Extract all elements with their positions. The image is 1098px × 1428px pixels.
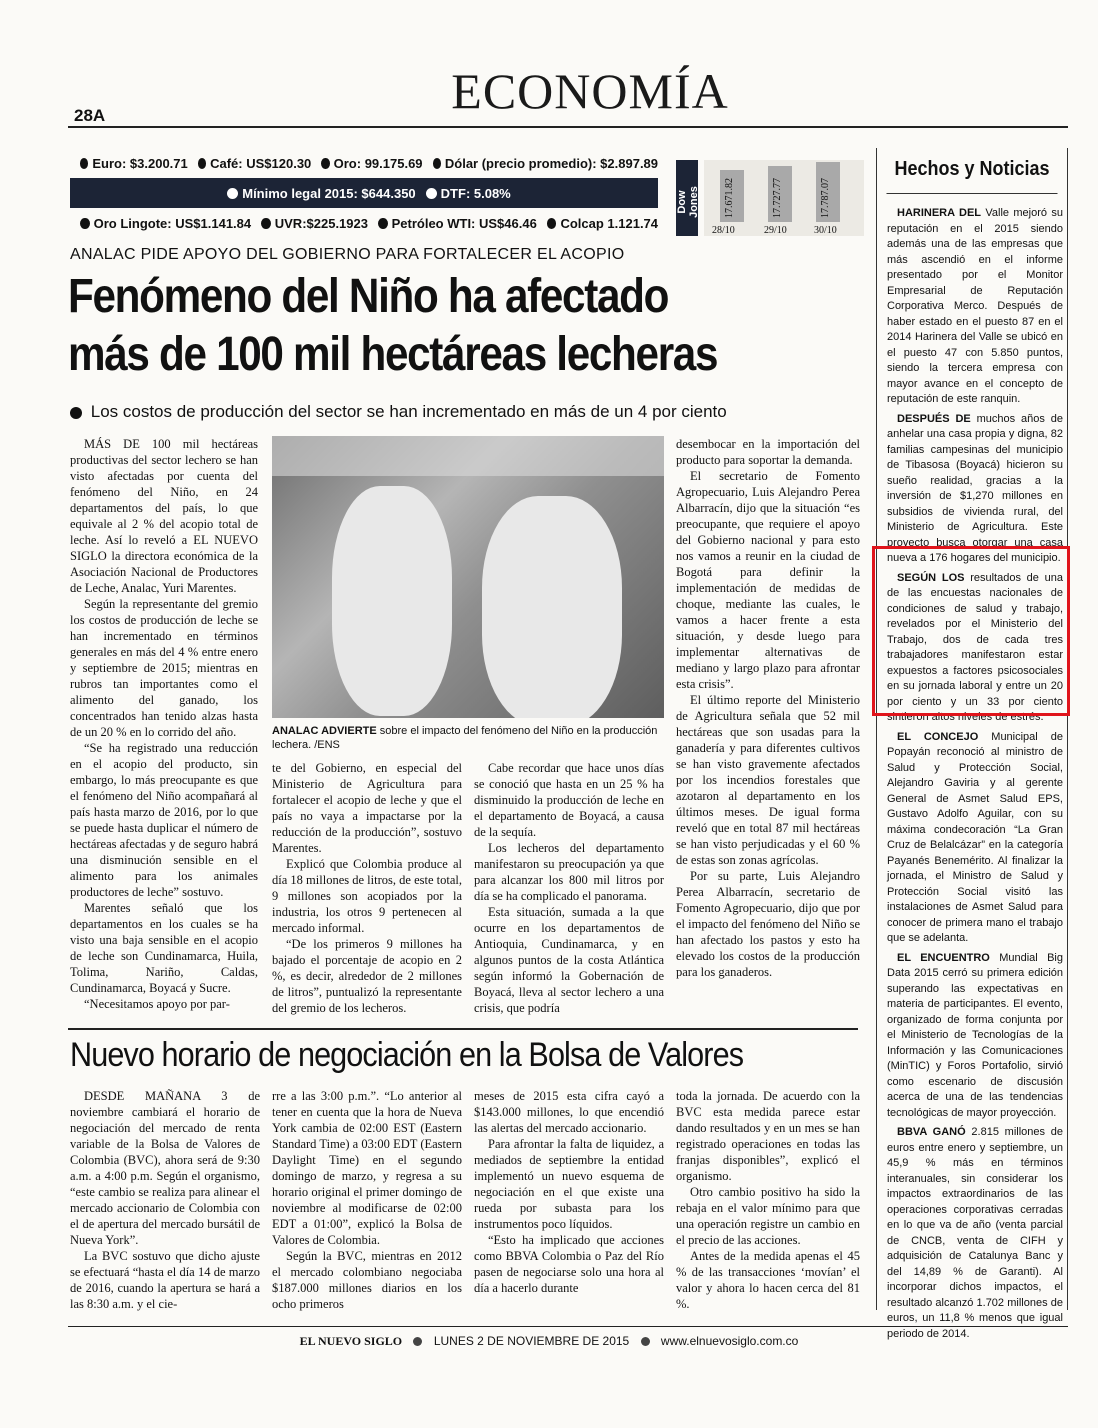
article2-column-2 [272,1088,462,1320]
bullet-icon [80,218,90,229]
sidebar-item-lead: BBVA GANÓ [897,1126,966,1138]
paragraph: “Se ha registrado una reducción en el acopio del producto, sin embargo, lo más preocupante es que el fenómeno del Niño acompañará al país hasta marzo de 2016, por lo que se puede hasta duplicar el número de hectáreas afectadas y de seguro habrá una disminución sensible en el alimento para los animales productores de leche” sostuvo. [70,741,258,899]
paragraph: Marentes señaló que los departamentos en los cuales se ha visto una baja sensible en el acopio de leche son Cundinamarca, Huila, Tolima, Nariño, Caldas, Cundinamarca, Boyacá y Sucre. [70,901,258,995]
sidebar-item-text: 2.815 millones de euros entre enero y septiembre, un 45,9 % más en términos interanuales, sin considerar los impactos extraordinarios de las operaciones corporativas cerradas en lo que va de año (venta parcial de CNCB, venta de CIFH y adquisición de Catalunya Banc y del 14,89 % de Garanti). Al incorporar dichos impactos, el resultado alcanzó 1.702 millones de euros, un 11,8 % menos que igual periodo de 2014. [887,1126,1064,1340]
paragraph: MÁS DE 100 mil hectáreas productivas del sector lechero se han visto afectadas por cuenta del fenómeno del Niño, en 24 departamentos del país, lo que equivale al 2 % del acopio total de leche. Así lo reveló a EL NUEVO SIGLO la directora económica de la Asociación Nacional de Productores de Leche, Analac, Yuri Marentes. [70,437,258,595]
news-sidebar [876,148,1068,1340]
ticker-row-2 [70,178,658,208]
paragraph: Por su parte, Luis Alejandro Perea Albarracín, secretario de Fomento Agropecuario, dijo que por el impacto del fenómeno del Niño se han afectado los pastos y esto ha elevado los costos de la producción para los ganaderos. [676,869,860,979]
ticker-dtf: DTF: 5.08% [440,185,511,201]
footer-brand: EL NUEVO SIGLO [299,1334,403,1348]
bullet-icon [433,158,441,169]
paragraph: El último reporte del Ministerio de Agricultura señala que 52 mil hectáreas que son usadas para la ganadería y para diferentes cultivos se han visto gravemente afectados por los incendios forestales que azotaron al departamento en los últimos meses. De igual forma reveló que en total 87 mil hectáreas se han visto perjudicadas y el 60 % de estas son zonas agrícolas. [676,693,860,867]
paragraph: Cabe recordar que hace unos días se conoció que hasta en un 25 % ha disminuido la producción de leche en el departamento de Boyacá, a causa de la sequía. [474,761,664,839]
photo-caption [272,724,664,752]
dow-jones-box [676,160,866,236]
sidebar-item-text: Mundial Big Data 2015 cerró su primera edición superando las expectativas en materia de participantes. El evento, organizado de forma conjunta por el Ministerio de Tecnologías de la Información y las Comunicaciones (MinTIC) y Foros Portafolio, sirvió como escenario de discusión acerca de una de las tendencias tecnológicas de mayor proyección. [887,951,1063,1119]
sidebar-item [887,412,1063,567]
footer-rule [68,1326,1068,1327]
article2-headline: Nuevo horario de negociación en la Bolsa de Valores [70,1036,744,1074]
paragraph: Los lecheros del departamento manifestaron su preocupación ya que para alcanzar los 800 mil litros por día se ha complicado el panorama. [474,841,664,903]
ticker-cafe: Café: US$120.30 [210,155,312,171]
page-footer [0,1334,1098,1349]
ticker-petroleo: Petróleo WTI: US$46.46 [391,215,537,231]
dow-date: 29/10 [764,225,787,236]
sidebar-item [887,730,1063,947]
sidebar-body [887,206,1063,1346]
bullet-icon [70,407,82,419]
headline-line-2: más de 100 mil hectáreas lecheras [68,327,718,381]
dow-jones-label: Dow Jones [676,186,700,218]
article-kicker: ANALAC PIDE APOYO DEL GOBIERNO PARA FORTALECER EL ACOPIO [70,246,625,263]
article1-column-1 [70,436,258,1020]
dow-bar-value: 17.727.77 [772,178,783,218]
sidebar-item-lead: SEGÚN LOS [897,571,965,584]
bullet-icon [80,158,88,169]
dow-date: 30/10 [814,225,837,236]
ticker-row-3 [70,210,658,236]
paragraph: “De los primeros 9 millones ha bajado el porcentaje de acopio en 2 %, es decir, alrededor de 2 millones de litros”, puntualizó la representante del gremio de los lecheros. [272,937,462,1015]
dow-bar [768,166,792,222]
highlight-box [872,546,1070,716]
paragraph: Esta situación, sumada a la que ocurre en los departamentos de Antioquia, Cundinamarca, y en algunos puntos de la costa Atlántica según informó la Gobernación de Boyacá, lleva al sector lechero a una crisis, que podría [474,905,664,1015]
paragraph: rre a las 3:00 p.m.”. “Lo anterior al tener en cuenta que la hora de Nueva York cambia de 02:00 EST (Eastern Standard Time) a 03:00 EDT (Eastern Daylight Time) en el segundo domingo de marzo, y regresa a su horario original el primer domingo de noviembre al modificarse de 02:00 EDT a 01:00”, explicó la Bolsa de Valores de Colombia. [272,1089,462,1247]
sidebar-item-text: Municipal de Popayán reconoció al ministro de Salud y Protección Social, Alejandro Gaviria y al gerente General de Asmet Salud EPS, Gustavo Adolfo Aguilar, con su máxima condecoración “La Gran Cruz de Belalcázar” en la categoría Payanés Benemérito. Al finalizar la jornada, el Ministro de Salud y Protección Social visitó las instalaciones de Asmet Salud para conocer de primera mano el trabajo que se adelanta. [887,730,1063,944]
ticker-uvr: UVR:$225.1923 [274,215,368,231]
bullet-icon [426,188,437,199]
section-title: ECONOMÍA [451,63,729,119]
bullet-icon [227,188,238,199]
bullet-icon [547,218,557,229]
photo-background [272,436,664,476]
subhead-text: Los costos de producción del sector se han incrementado en más de un 4 por ciento [90,402,727,421]
article-divider [68,1028,858,1030]
ticker-dolar: Dólar (precio promedio): $2.897.89 [444,155,659,171]
ticker-oro-lingote: Oro Lingote: US$1.141.84 [93,215,252,231]
dow-bar [816,162,840,222]
bullet-icon [261,218,271,229]
article2-column-3 [474,1088,664,1320]
bullet-icon [641,1337,650,1346]
dow-jones-chart [704,160,864,236]
ticker-oro: Oro: 99.175.69 [333,155,423,171]
paragraph: DESDE MAÑANA 3 de noviembre cambiará el horario de negociación del mercado de renta variable de la Bolsa de Valores de Colombia (BVC), ahora será de 9:30 a.m. a 4:00 p.m. Según el organismo, “este cambio se realiza para alinear el mercado accionario de Colombia con el de apertura del mercado bursátil de Nueva York”. [70,1089,260,1247]
ticker-row-1 [70,150,658,176]
dow-bar [720,170,744,222]
paragraph: te del Gobierno, en especial del Ministerio de Agricultura para fortalecer el acopio de leche y que el país no vaya a impactarse por la reducción de la producción”, sostuvo Marentes. [272,761,462,855]
article-photo [272,436,664,718]
paragraph: toda la jornada. De acuerdo con la BVC esta medida parece estar dando resultados y en un mes se han registrado operaciones en todas las franjas disponibles”, explicó el organismo. [676,1089,860,1183]
article1-column-4 [676,436,860,1022]
paragraph: “Esto ha implicado que acciones como BBVA Colombia o Paz del Río pasen de negociarse solo una hora al día a hacerlo durante [474,1233,664,1295]
dow-bar-value: 17.671.82 [724,178,735,218]
article1-column-3 [474,760,664,1022]
sidebar-item-text: resultados de una de las encuestas nacionales de condiciones de salud y trabajo, revelados por el Ministerio del Trabajo, dos de cada tres trabajadores manifestaron estar expuestos a factores psicosociales en su jornada laboral y entre un 20 por ciento y un 33 por ciento sintieron altos niveles de estrés. [887,571,1063,723]
paragraph: Antes de la medida apenas el 45 % de las transacciones ‘movían’ el valor y ahora lo hacen cerca del 81 %. [676,1249,860,1311]
ticker-euro: Euro: $3.200.71 [92,155,188,171]
sidebar-item [887,1125,1063,1342]
paragraph: La BVC sostuvo que dicho ajuste se efectuará “hasta el día 14 de marzo de 2016, cuando la apertura se hará a las 8:30 a.m. y el cie- [70,1249,260,1311]
bullet-icon [413,1337,422,1346]
paragraph: Explicó que Colombia produce al día 18 millones de litros, de este total, 9 millones son acopiados por la industria, los otros 9 pertenecen al mercado informal. [272,857,462,935]
caption-lead: ANALAC ADVIERTE [272,725,377,737]
article1-column-2 [272,760,462,1022]
sidebar-item-text: Valle mejoró su reputación en el 2015 siendo además una de las empresas que más ascendió en el informe presentado por el Monitor Empresarial de Reputación Corporativa Merco. Después de haber estado en el puesto 87 en el 2014 Harinera del Valle se ubicó en el puesto 47 con 5.850 puntos, siendo la tercera empresa con mayor avance en el concepto de reputación de este ranquin. [887,207,1063,405]
dow-jones-label-bar [676,160,698,236]
caption-text: sobre el impacto del fenómeno del Niño en la producción lechera. /ENS [272,725,658,751]
article-headline [68,268,763,383]
photo-figure [332,486,452,716]
ticker-colcap: Colcap 1.121.74 [560,215,659,231]
paragraph: Otro cambio positivo ha sido la rebaja en el valor mínimo para que una operación registre un cambio en el precio de las acciones. [676,1185,860,1247]
footer-url: www.elnuevosiglo.com.co [660,1334,799,1348]
headline-line-1: Fenómeno del Niño ha afectado [68,270,669,323]
paragraph: Según la BVC, mientras en 2012 el mercado colombiano negociaba $187.000 millones diarios en los ocho primeros [272,1249,462,1311]
paragraph: “Necesitamos apoyo por par- [84,997,230,1011]
article-subhead [70,402,727,422]
paragraph: El secretario de Fomento Agropecuario, Luis Alejandro Perea Albarracín, dijo que la situación “es preocupante, que requiere el apoyo del Gobierno nacional y para esto nos vamos a reunir en la ciudad de Bogotá para definir la implementación de medidas de choque, mediante las cuales, le vamos a hacer frente a esta situación, y desde luego para implementar alternativas de mediano y largo plazo para afrontar esta crisis”. [676,469,860,691]
photo-figure [482,496,622,718]
dow-date: 28/10 [712,225,735,236]
paragraph: Según la representante del gremio los costos de producción de leche se han incrementado en términos generales en más del 4 % entre enero y septiembre de 2015; mientras en rubros tan importantes como el alimento del ganado, los concentrados han tenido alzas hasta de un 20 % en lo corrido del año. [70,597,258,739]
ticker-minimo: Mínimo legal 2015: $644.350 [242,185,416,201]
page-number: 28A [74,106,106,125]
sidebar-item-lead: EL ENCUENTRO [897,951,990,964]
sidebar-item-lead: HARINERA DEL [897,207,982,219]
sidebar-item-text: muchos años de anhelar una casa propia y digna, 82 familias campesinas del municipio de Tibasosa (Boyacá) hicieron su sueño realidad, gracias a la inversión de $1,270 millones en subsidios de vivienda rural, del Ministerio de Agricultura. Este proyecto busca otorgar una casa nueva a 176 hogares del municipio. [887,412,1063,564]
sidebar-title: Hechos y Noticias [887,148,1058,194]
article2-column-4 [676,1088,860,1320]
sidebar-item-lead: DESPUÉS DE [897,412,971,425]
paragraph: meses de 2015 esta cifra cayó a $143.000 millones, lo que encendió las alertas del mercado accionario. [474,1089,664,1135]
bullet-icon [198,158,206,169]
footer-date: LUNES 2 DE NOVIEMBRE DE 2015 [433,1334,630,1348]
bullet-icon [378,218,388,229]
dow-bar-value: 17.787.07 [820,178,831,218]
bullet-icon [321,158,329,169]
header-rule [68,126,1068,128]
market-ticker [70,148,658,238]
sidebar-item-lead: EL CONCEJO [897,730,979,743]
sidebar-item [887,951,1063,1122]
article2-column-1 [70,1088,260,1320]
paragraph: desembocar en la importación del producto para soportar la demanda. [676,437,860,467]
paragraph: Para afrontar la falta de liquidez, a mediados de septiembre la entidad implementó un nuevo esquema de negociación en el que existe una rueda por subasta para los instrumentos poco líquidos. [474,1137,664,1231]
sidebar-item [887,206,1063,408]
